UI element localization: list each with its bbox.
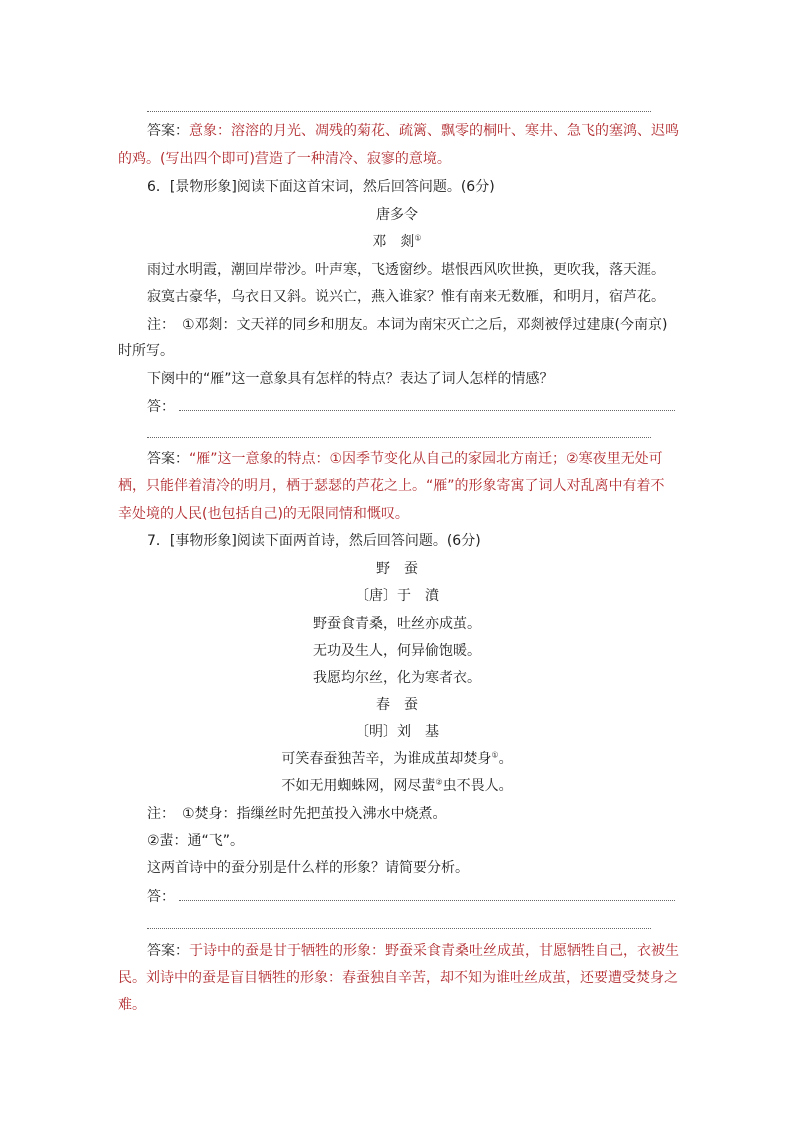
q5-answer-line1 [147, 122, 679, 140]
verse-text: 虫不畏人。 [442, 778, 513, 794]
note-mark: ② [435, 777, 443, 787]
author-name: 邓 剡 [372, 234, 415, 250]
answer-prefix: 答： [147, 889, 175, 905]
q6-verse1: 雨过水明霞，潮回岸带沙。叶声寒，飞透窗纱。堪恨西风吹世换，更吹我，落天涯。 [147, 262, 665, 278]
q5-answer-text: 意象：溶溶的月光、凋残的菊花、疏篱、飘零的桐叶、寒井、急飞的塞鸿、迟鸣 [189, 123, 679, 139]
q7-poem2-line2 [0, 777, 794, 795]
q7-poem1-line3: 我愿均尔丝，化为寒者衣。 [313, 670, 481, 686]
q6-note-line1: 注： ①邓剡：文天祥的同乡和朋友。本词为南宋灭亡之后，邓剡被俘过建康(今南京) [147, 317, 668, 333]
q7-poem1-line2: 无功及生人，何异偷饱暖。 [313, 643, 481, 659]
answer-label: 答案： [147, 943, 189, 959]
q6-verse2: 寂寞古豪华，乌衣日又斜。说兴亡，燕入谁家？惟有南来无数雁，和明月，宿芦花。 [147, 289, 665, 305]
q6-poem-author [0, 233, 794, 251]
note-mark: ① [414, 233, 422, 243]
q7-note1: 注： ①焚身：指缫丝时先把茧投入沸水中烧煮。 [147, 806, 447, 822]
q7-answer-field[interactable] [147, 888, 674, 906]
q6-answer-line1 [147, 450, 674, 468]
q7-poem1-line1: 野蚕食青桑，吐丝亦成茧。 [313, 616, 481, 632]
q7-answer-text: 于诗中的蚕是甘于牺牲的形象：野蚕采食青桑吐丝成茧，甘愿牺牲自己，衣被生 [189, 943, 679, 959]
q6-question: 6．[景物形象]阅读下面这首宋词，然后回答问题。(6分) [147, 179, 495, 195]
q6-poem-title: 唐多令 [376, 207, 418, 223]
verse-text: 。 [498, 751, 513, 767]
answer-blank[interactable] [179, 890, 675, 901]
q7-poem2-author: 〔明〕刘 基 [355, 724, 439, 740]
q7-poem2-title: 春 蚕 [376, 697, 418, 713]
q6-answer-line3: 幸处境的人民(也包括自己)的无限同情和慨叹。 [118, 506, 409, 522]
note-mark: ① [491, 750, 499, 760]
q7-note2: ②蜚：通“飞”。 [147, 833, 245, 849]
q7-prompt: 这两首诗中的蚕分别是什么样的形象？请简要分析。 [147, 860, 469, 876]
answer-blank[interactable] [179, 400, 675, 411]
answer-line-dotted [147, 437, 651, 438]
q6-answer-field[interactable] [147, 398, 674, 416]
q6-note-line2: 时所写。 [118, 343, 174, 359]
q7-poem2-line1 [0, 750, 794, 768]
answer-label: 答案： [147, 451, 189, 467]
q7-poem1-title: 野 蚕 [376, 561, 418, 577]
q6-prompt: 下阕中的“雁”这一意象具有怎样的特点？表达了词人怎样的情感？ [147, 371, 554, 387]
answer-line-dotted [147, 111, 651, 112]
q6-answer-text: “雁”这一意象的特点：①因季节变化从自己的家园北方南迁；②寒夜里无处可 [189, 451, 663, 467]
verse-text: 不如无用蜘蛛网，网尽蜚 [281, 778, 436, 794]
q7-answer-line1 [147, 942, 679, 960]
answer-prefix: 答： [147, 399, 175, 415]
q7-question: 7．[事物形象]阅读下面两首诗，然后回答问题。(6分) [147, 533, 481, 549]
answer-line-dotted [147, 928, 651, 929]
q7-poem1-author: 〔唐〕于 濆 [355, 588, 439, 604]
q7-answer-line3: 难。 [118, 997, 146, 1013]
q7-answer-line2: 民。刘诗中的蚕是盲目牺牲的形象：春蚕独自辛苦，却不知为谁吐丝成茧，还要遭受焚身之 [118, 970, 678, 986]
answer-label: 答案： [147, 123, 189, 139]
verse-text: 可笑春蚕独苦辛，为谁成茧却焚身 [281, 751, 492, 767]
q5-answer-line2: 的鸡。(写出四个即可)营造了一种清冷、寂寥的意境。 [118, 151, 451, 167]
q6-answer-line2: 栖，只能伴着清冷的明月，栖于瑟瑟的芦花之上。“雁”的形象寄寓了词人对乱离中有着不 [118, 478, 665, 494]
